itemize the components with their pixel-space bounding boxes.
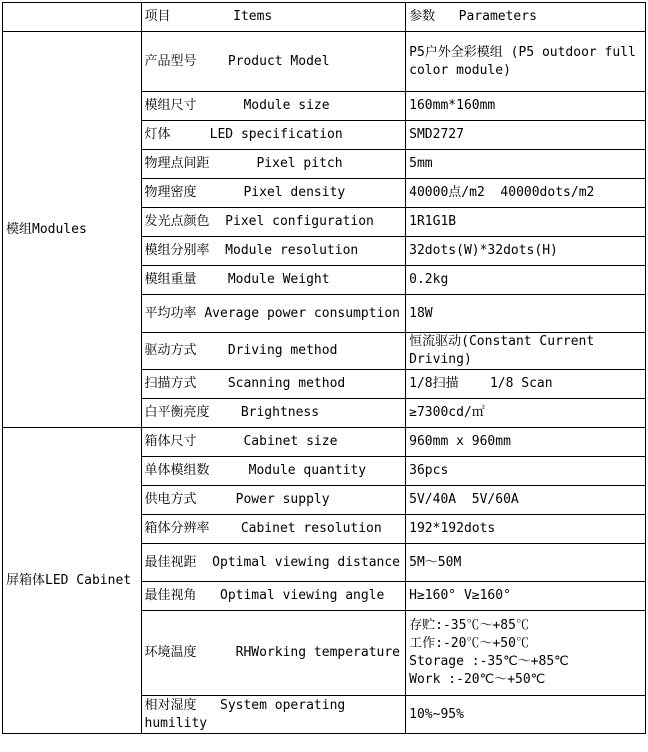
group-label-cell: 模组Modules — [3, 32, 142, 428]
item-cell: 模组尺寸 Module size — [141, 92, 406, 121]
parameter-cell: 32dots(W)*32dots(H) — [406, 237, 646, 266]
item-cell: 最佳视角 Optimal viewing angle — [141, 582, 406, 611]
parameter-cell: 36pcs — [406, 457, 646, 486]
item-cell: 箱体尺寸 Cabinet size — [141, 428, 406, 457]
item-cell: 驱动方式 Driving method — [141, 333, 406, 370]
parameter-cell: 0.2kg — [406, 266, 646, 295]
parameter-cell: 存贮:-35℃～+85℃ 工作:-20℃～+50℃ Storage :-35℃～+85℃ Work :-20℃～+50℃ — [406, 611, 646, 696]
item-cell: 环境温度 RHWorking temperature — [141, 611, 406, 696]
item-cell: 模组分别率 Module resolution — [141, 237, 406, 266]
item-cell: 白平衡亮度 Brightness — [141, 399, 406, 428]
parameter-cell: 192*192dots — [406, 515, 646, 544]
parameter-cell: H≥160° V≥160° — [406, 582, 646, 611]
group-label-cell: 屏箱体LED Cabinet — [3, 428, 142, 734]
parameter-cell: SMD2727 — [406, 121, 646, 150]
header-row — [3, 3, 646, 32]
item-cell: 平均功率 Average power consumption — [141, 295, 406, 333]
parameter-cell: 5V/40A 5V/60A — [406, 486, 646, 515]
parameter-cell: 1/8扫描 1/8 Scan — [406, 370, 646, 399]
item-cell: 单体模组数 Module quantity — [141, 457, 406, 486]
header-items-cell: 项目 Items — [141, 3, 406, 32]
item-cell: 灯体 LED specification — [141, 121, 406, 150]
item-cell: 物理密度 Pixel density — [141, 179, 406, 208]
parameter-cell: ≥7300cd/㎡ — [406, 399, 646, 428]
item-cell: 相对湿度 System operating humility — [141, 696, 406, 734]
parameter-cell: 160mm*160mm — [406, 92, 646, 121]
item-cell: 扫描方式 Scanning method — [141, 370, 406, 399]
item-cell: 最佳视距 Optimal viewing distance — [141, 544, 406, 582]
item-cell: 模组重量 Module Weight — [141, 266, 406, 295]
parameter-cell: 5M～50M — [406, 544, 646, 582]
parameter-cell: 18W — [406, 295, 646, 333]
item-cell: 供电方式 Power supply — [141, 486, 406, 515]
parameter-cell: 960mm x 960mm — [406, 428, 646, 457]
item-cell: 发光点颜色 Pixel configuration — [141, 208, 406, 237]
parameter-cell: 恒流驱动(Constant Current Driving) — [406, 333, 646, 370]
item-cell: 箱体分辨率 Cabinet resolution — [141, 515, 406, 544]
spec-table — [2, 2, 646, 734]
parameter-cell: P5户外全彩模组 (P5 outdoor full color module) — [406, 32, 646, 92]
parameter-cell: 5mm — [406, 150, 646, 179]
parameter-cell: 10%~95% — [406, 696, 646, 734]
parameter-cell: 1R1G1B — [406, 208, 646, 237]
parameter-cell: 40000点/m2 40000dots/m2 — [406, 179, 646, 208]
table-row — [3, 428, 646, 457]
table-row — [3, 32, 646, 92]
header-parameters-cell: 参数 Parameters — [406, 3, 646, 32]
item-cell: 产品型号 Product Model — [141, 32, 406, 92]
item-cell: 物理点间距 Pixel pitch — [141, 150, 406, 179]
header-blank-cell — [3, 3, 142, 32]
